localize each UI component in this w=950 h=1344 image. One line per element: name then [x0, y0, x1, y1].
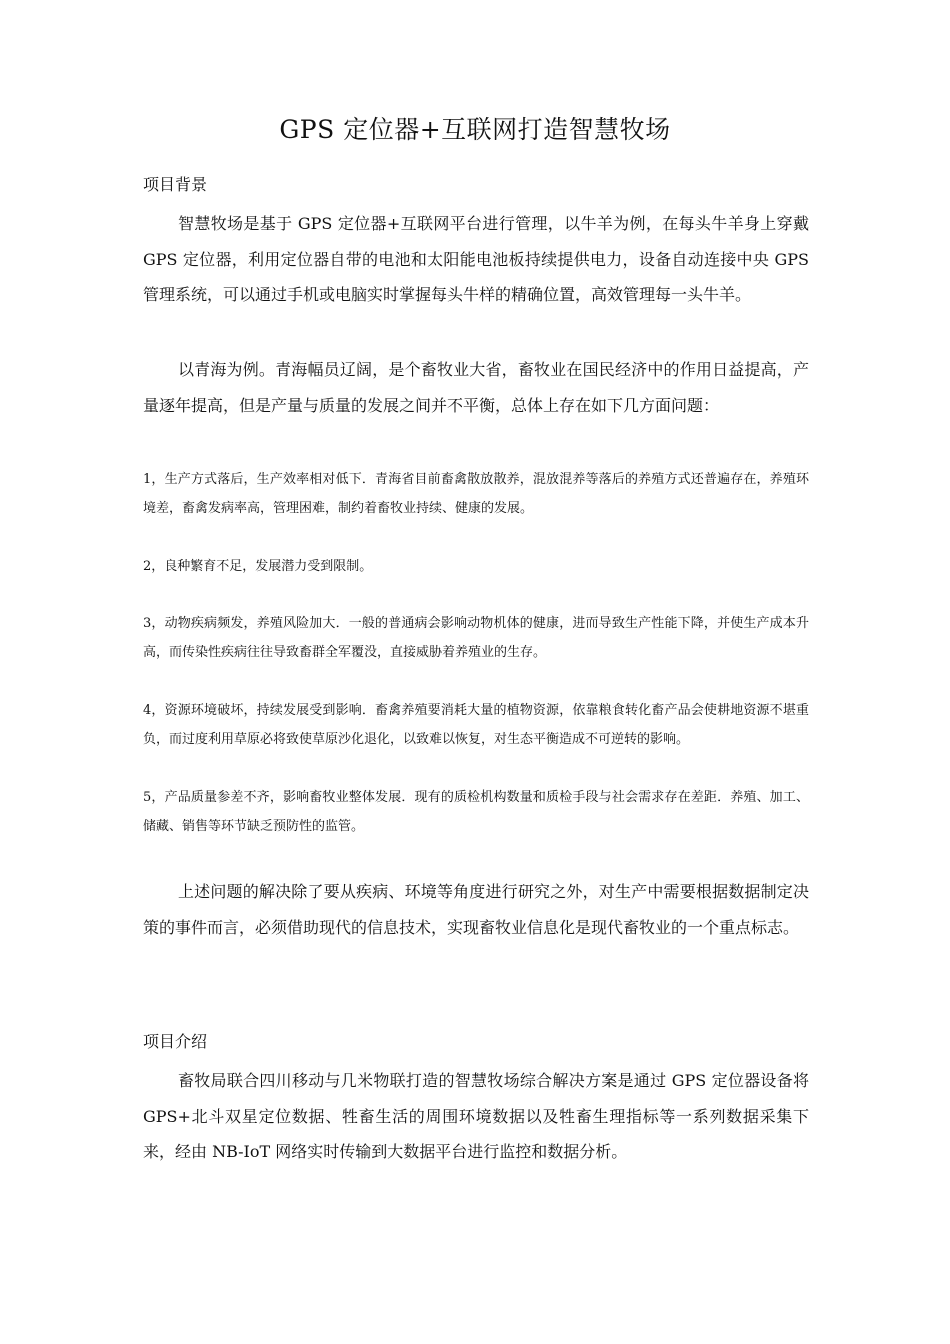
section-heading-introduction: 项目介绍: [143, 1032, 208, 1051]
issue-item-5: 5，产品质量参差不齐，影响畜牧业整体发展．现有的质检机构数量和质检手段与社会需求存在差距．养殖、加工、储藏、销售等环节缺乏预防性的监管。: [143, 790, 809, 834]
section-heading-background: 项目背景: [143, 175, 208, 194]
background-paragraph-1: 智慧牧场是基于 GPS 定位器+互联网平台进行管理，以牛羊为例，在每头牛羊身上穿戴 GPS 定位器，利用定位器自带的电池和太阳能电池板持续提供电力，设备自动连接中央 GPS 管理系统，可以通过手机或电脑实时掌握每头牛样的精确位置，高效管理每一头牛羊。: [143, 214, 809, 304]
document-title: GPS 定位器+互联网打造智慧牧场: [279, 115, 671, 144]
issue-item-4: 4，资源环境破坏，持续发展受到影响．畜禽养殖要消耗大量的植物资源，依靠粮食转化畜产品会使耕地资源不堪重负，而过度利用草原必将致使草原沙化退化，以致难以恢复，对生态平衡造成不可逆转的影响。: [143, 703, 809, 747]
issue-item-1: 1，生产方式落后，生产效率相对低下．青海省目前畜禽散放散养，混放混养等落后的养殖方式还普遍存在，养殖环境差，畜禽发病率高，管理困难，制约着畜牧业持续、健康的发展。: [143, 472, 809, 516]
background-paragraph-2: 以青海为例。青海幅员辽阔，是个畜牧业大省，畜牧业在国民经济中的作用日益提高，产量逐年提高，但是产量与质量的发展之间并不平衡，总体上存在如下几方面问题：: [143, 360, 809, 415]
issue-item-3: 3，动物疾病频发，养殖风险加大．一般的普通病会影响动物机体的健康，进而导致生产性能下降，并使生产成本升高，而传染性疾病往往导致畜群全军覆没，直接威胁着养殖业的生存。: [143, 616, 809, 660]
introduction-paragraph: 畜牧局联合四川移动与几米物联打造的智慧牧场综合解决方案是通过 GPS 定位器设备将 GPS+北斗双星定位数据、牲畜生活的周围环境数据以及牲畜生理指标等一系列数据采集下来，经由 NB-IoT 网络实时传输到大数据平台进行监控和数据分析。: [143, 1071, 809, 1161]
issue-item-2: 2，良种繁育不足，发展潜力受到限制。: [143, 559, 373, 574]
background-conclusion: 上述问题的解决除了要从疾病、环境等角度进行研究之外，对生产中需要根据数据制定决策的事件而言，必须借助现代的信息技术，实现畜牧业信息化是现代畜牧业的一个重点标志。: [143, 882, 809, 937]
